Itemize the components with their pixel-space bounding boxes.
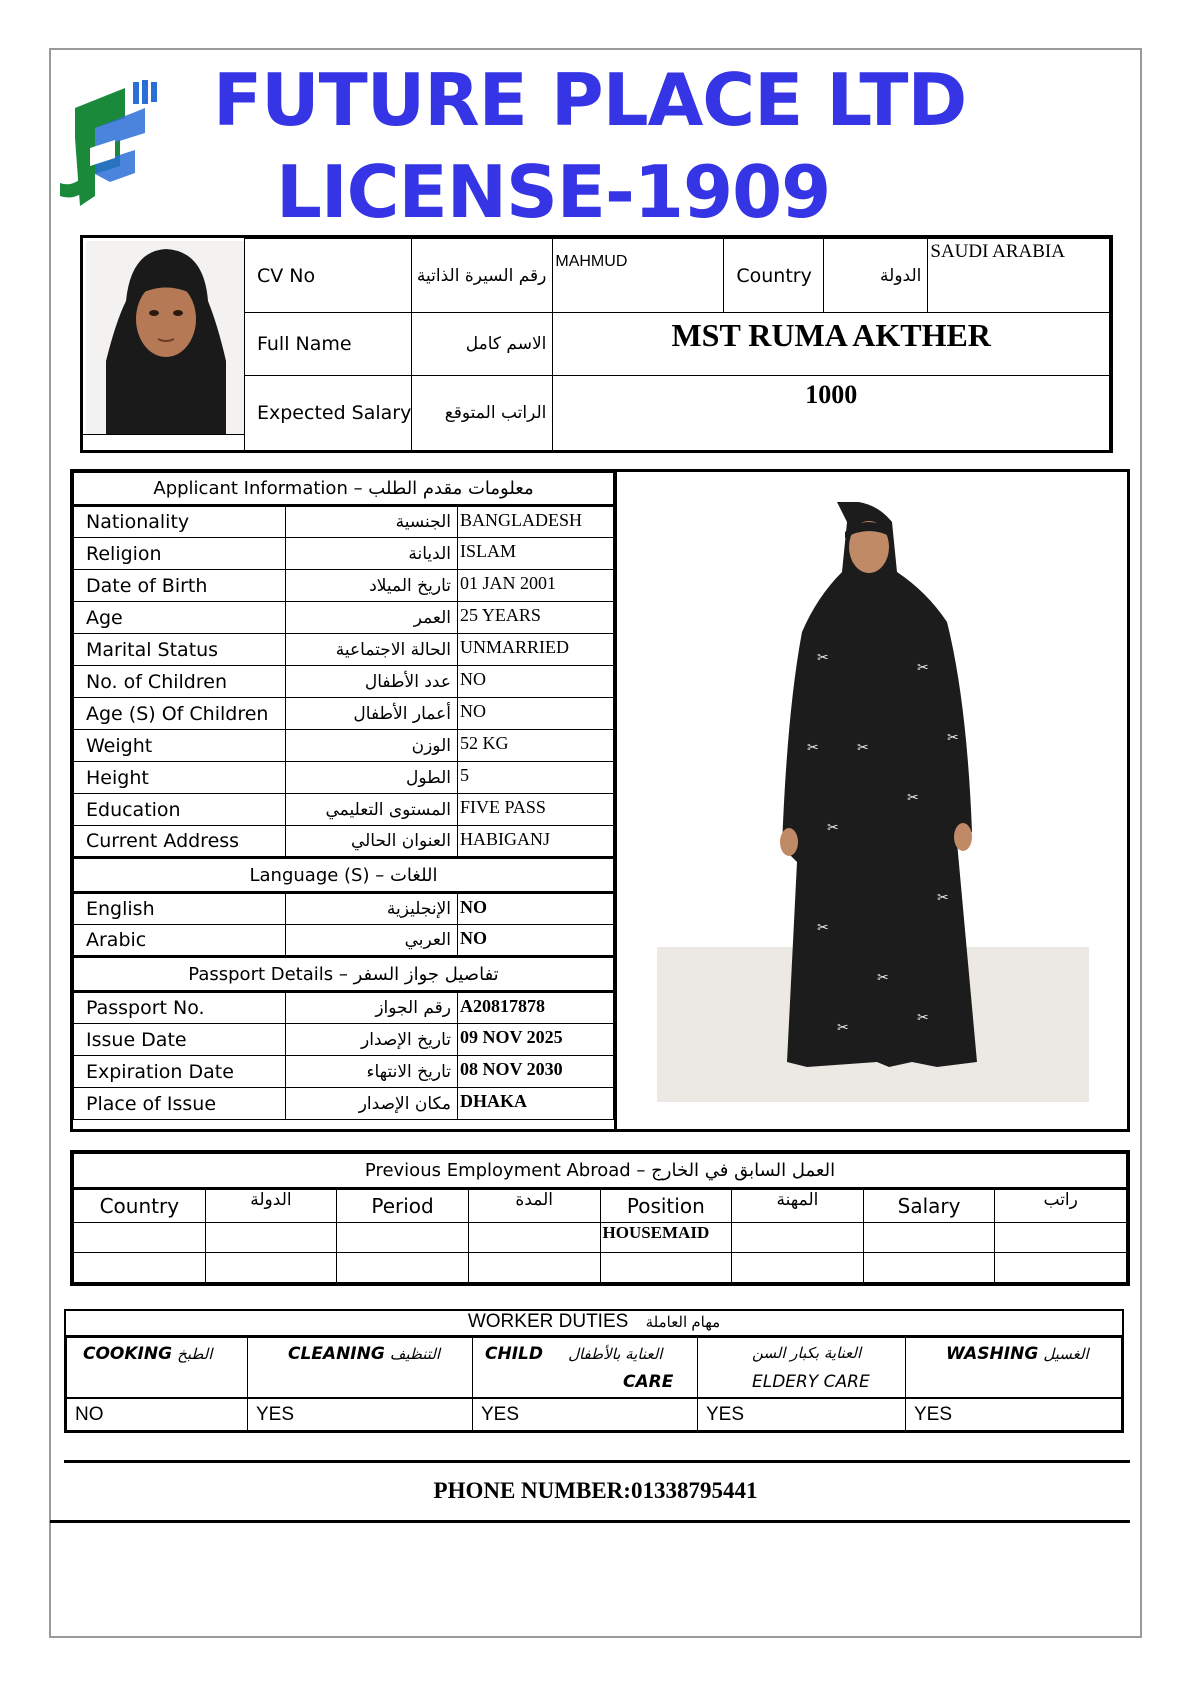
employment-header-cell: المهنة: [732, 1189, 864, 1223]
passport-field-label-ar: تاريخ الانتهاء: [286, 1056, 458, 1088]
applicant-field-label-ar: تاريخ الميلاد: [286, 570, 458, 602]
employment-cell: [995, 1223, 1127, 1253]
duties-title-ar: مهام العاملة: [645, 1314, 721, 1331]
duties-title: [66, 1311, 1122, 1337]
svg-text:✂: ✂: [827, 820, 839, 836]
applicant-field-value: 25 YEARS: [458, 602, 614, 634]
passport-field-label: Issue Date: [74, 1024, 286, 1056]
svg-text:✂: ✂: [817, 920, 829, 936]
applicant-field-value: UNMARRIED: [458, 634, 614, 666]
company-name: FUTURE PLACE LTD: [213, 58, 967, 142]
cv-no-value: MAHMUD: [553, 239, 724, 313]
footer-top-rule: [64, 1460, 1130, 1463]
applicant-field-row: [74, 762, 614, 794]
duty-elder-care-header: العناية بكبار السن ELDERY CARE: [698, 1338, 906, 1399]
country-label-ar: الدولة: [824, 239, 928, 313]
duty-cooking-value: NO: [67, 1398, 248, 1430]
applicant-field-label: Date of Birth: [74, 570, 286, 602]
passport-field-label: Expiration Date: [74, 1056, 286, 1088]
applicant-field-value: 52 KG: [458, 730, 614, 762]
duty-washing-value: YES: [906, 1398, 1122, 1430]
applicant-field-label: Current Address: [74, 826, 286, 858]
country-label: Country: [724, 239, 824, 313]
employment-table: [73, 1153, 1127, 1283]
applicant-field-row: [74, 826, 614, 858]
svg-text:✂: ✂: [947, 730, 959, 746]
language-field-value: NO: [458, 925, 614, 957]
applicant-field-label-ar: أعمار الأطفال: [286, 698, 458, 730]
header-box: [80, 235, 1113, 453]
passport-field-value: DHAKA: [458, 1088, 614, 1120]
applicant-field-value: HABIGANJ: [458, 826, 614, 858]
duty-cooking-header: COOKING الطبخ: [67, 1338, 248, 1399]
duties-section: [64, 1309, 1124, 1433]
duties-title-en: WORKER DUTIES: [467, 1311, 629, 1332]
employment-header-cell: الدولة: [205, 1189, 337, 1223]
svg-text:✂: ✂: [817, 650, 829, 666]
applicant-field-label: Age: [74, 602, 286, 634]
applicant-field-label-ar: العمر: [286, 602, 458, 634]
cv-no-label: CV No: [245, 239, 412, 313]
country-value: SAUDI ARABIA: [928, 239, 1110, 313]
passport-field-label: Passport No.: [74, 992, 286, 1024]
svg-text:✂: ✂: [917, 1010, 929, 1026]
applicant-field-row: [74, 698, 614, 730]
applicant-field-row: [74, 602, 614, 634]
applicant-field-label: Weight: [74, 730, 286, 762]
applicant-field-label-ar: الجنسية: [286, 506, 458, 538]
employment-header-cell: Country: [74, 1189, 206, 1223]
employment-cell: [205, 1223, 337, 1253]
applicant-field-label-ar: الحالة الاجتماعية: [286, 634, 458, 666]
duty-cleaning-header: CLEANING التنظيف: [248, 1338, 473, 1399]
passport-field-row: [74, 1056, 614, 1088]
passport-field-label-ar: رقم الجواز: [286, 992, 458, 1024]
applicant-field-label: Marital Status: [74, 634, 286, 666]
language-field-row: [74, 893, 614, 925]
applicant-field-label-ar: الطول: [286, 762, 458, 794]
passport-field-row: [74, 1024, 614, 1056]
phone-number: PHONE NUMBER:01338795441: [433, 1478, 758, 1503]
duty-child-care-header: CHILD العناية بالأطفال CARE: [473, 1338, 698, 1399]
duty-cleaning-value: YES: [248, 1398, 473, 1430]
applicant-field-row: [74, 730, 614, 762]
applicant-field-value: NO: [458, 666, 614, 698]
applicant-field-value: FIVE PASS: [458, 794, 614, 826]
employment-header-cell: المدة: [468, 1189, 600, 1223]
applicant-field-label-ar: العنوان الحالي: [286, 826, 458, 858]
employment-cell: [732, 1253, 864, 1283]
applicant-info-table: [73, 472, 614, 1120]
full-name-label: Full Name: [245, 313, 412, 376]
applicant-field-value: 5: [458, 762, 614, 794]
employment-header-cell: Period: [337, 1189, 469, 1223]
language-field-value: NO: [458, 893, 614, 925]
full-name-label-ar: الاسم كامل: [412, 313, 553, 376]
employment-row: [74, 1223, 1127, 1253]
applicant-field-value: ISLAM: [458, 538, 614, 570]
applicant-field-row: [74, 506, 614, 538]
applicant-field-label: No. of Children: [74, 666, 286, 698]
employment-title: Previous Employment Abroad – العمل السابق في الخارج: [74, 1154, 1127, 1189]
footer-bottom-rule: [50, 1520, 1130, 1523]
duty-elder-care-value: YES: [698, 1398, 906, 1430]
applicant-field-label: Age (S) Of Children: [74, 698, 286, 730]
employment-cell: [337, 1223, 469, 1253]
svg-text:✂: ✂: [807, 740, 819, 756]
expected-salary-label: Expected Salary: [245, 376, 412, 451]
svg-text:✂: ✂: [877, 970, 889, 986]
passport-field-label-ar: تاريخ الإصدار: [286, 1024, 458, 1056]
applicant-info-title: Applicant Information – معلومات مقدم الطلب: [74, 473, 614, 506]
language-field-label-ar: العربي: [286, 925, 458, 957]
svg-text:✂: ✂: [937, 890, 949, 906]
applicant-full-photo: [657, 502, 1089, 1102]
applicant-field-label: Nationality: [74, 506, 286, 538]
language-field-label: English: [74, 893, 286, 925]
employment-cell: [74, 1223, 206, 1253]
passport-field-label-ar: مكان الإصدار: [286, 1088, 458, 1120]
applicant-field-label: Height: [74, 762, 286, 794]
cv-no-label-ar: رقم السيرة الذاتية: [412, 239, 553, 313]
employment-cell: [863, 1253, 995, 1283]
passport-title: Passport Details – تفاصيل جواز السفر: [74, 957, 614, 992]
employment-header-cell: Position: [600, 1189, 732, 1223]
passport-field-label: Place of Issue: [74, 1088, 286, 1120]
employment-cell: [863, 1223, 995, 1253]
employment-cell: [600, 1253, 732, 1283]
expected-salary-label-ar: الراتب المتوقع: [412, 376, 553, 451]
applicant-field-label-ar: الوزن: [286, 730, 458, 762]
svg-text:✂: ✂: [857, 740, 869, 756]
applicant-field-value: 01 JAN 2001: [458, 570, 614, 602]
applicant-field-label: Religion: [74, 538, 286, 570]
passport-field-value: A20817878: [458, 992, 614, 1024]
svg-text:✂: ✂: [837, 1020, 849, 1036]
language-field-label-ar: الإنجليزية: [286, 893, 458, 925]
applicant-field-row: [74, 634, 614, 666]
applicant-field-label: Education: [74, 794, 286, 826]
employment-cell: [74, 1253, 206, 1283]
employment-cell: [468, 1253, 600, 1283]
employment-header-cell: Salary: [863, 1189, 995, 1223]
full-name-value: MST RUMA AKTHER: [553, 313, 1110, 376]
applicant-field-label-ar: عدد الأطفال: [286, 666, 458, 698]
passport-field-value: 08 NOV 2030: [458, 1056, 614, 1088]
applicant-field-row: [74, 666, 614, 698]
svg-text:✂: ✂: [907, 790, 919, 806]
duty-washing-header: WASHING الغسيل: [906, 1338, 1122, 1399]
passport-field-row: [74, 992, 614, 1024]
applicant-field-value: NO: [458, 698, 614, 730]
applicant-field-value: BANGLADESH: [458, 506, 614, 538]
passport-field-value: 09 NOV 2025: [458, 1024, 614, 1056]
employment-cell: [468, 1223, 600, 1253]
languages-title: Language (S) – اللغات: [74, 858, 614, 893]
duty-child-care-value: YES: [473, 1398, 698, 1430]
employment-cell: [995, 1253, 1127, 1283]
employment-header-cell: راتب: [995, 1189, 1127, 1223]
passport-field-row: [74, 1088, 614, 1120]
license-number: LICENSE-1909: [276, 150, 831, 234]
employment-cell: [732, 1223, 864, 1253]
applicant-field-label-ar: الديانة: [286, 538, 458, 570]
employment-cell: [205, 1253, 337, 1283]
applicant-section: [70, 469, 1130, 1132]
applicant-portrait: [86, 241, 244, 434]
applicant-field-row: [74, 538, 614, 570]
employment-row: [74, 1253, 1127, 1283]
applicant-field-row: [74, 570, 614, 602]
company-logo: [55, 78, 165, 213]
employment-cell: HOUSEMAID: [600, 1223, 732, 1253]
language-field-row: [74, 925, 614, 957]
employment-section: [70, 1150, 1130, 1286]
applicant-field-row: [74, 794, 614, 826]
applicant-field-label-ar: المستوى التعليمي: [286, 794, 458, 826]
svg-text:✂: ✂: [917, 660, 929, 676]
language-field-label: Arabic: [74, 925, 286, 957]
expected-salary-value: 1000: [553, 376, 1110, 451]
employment-cell: [337, 1253, 469, 1283]
